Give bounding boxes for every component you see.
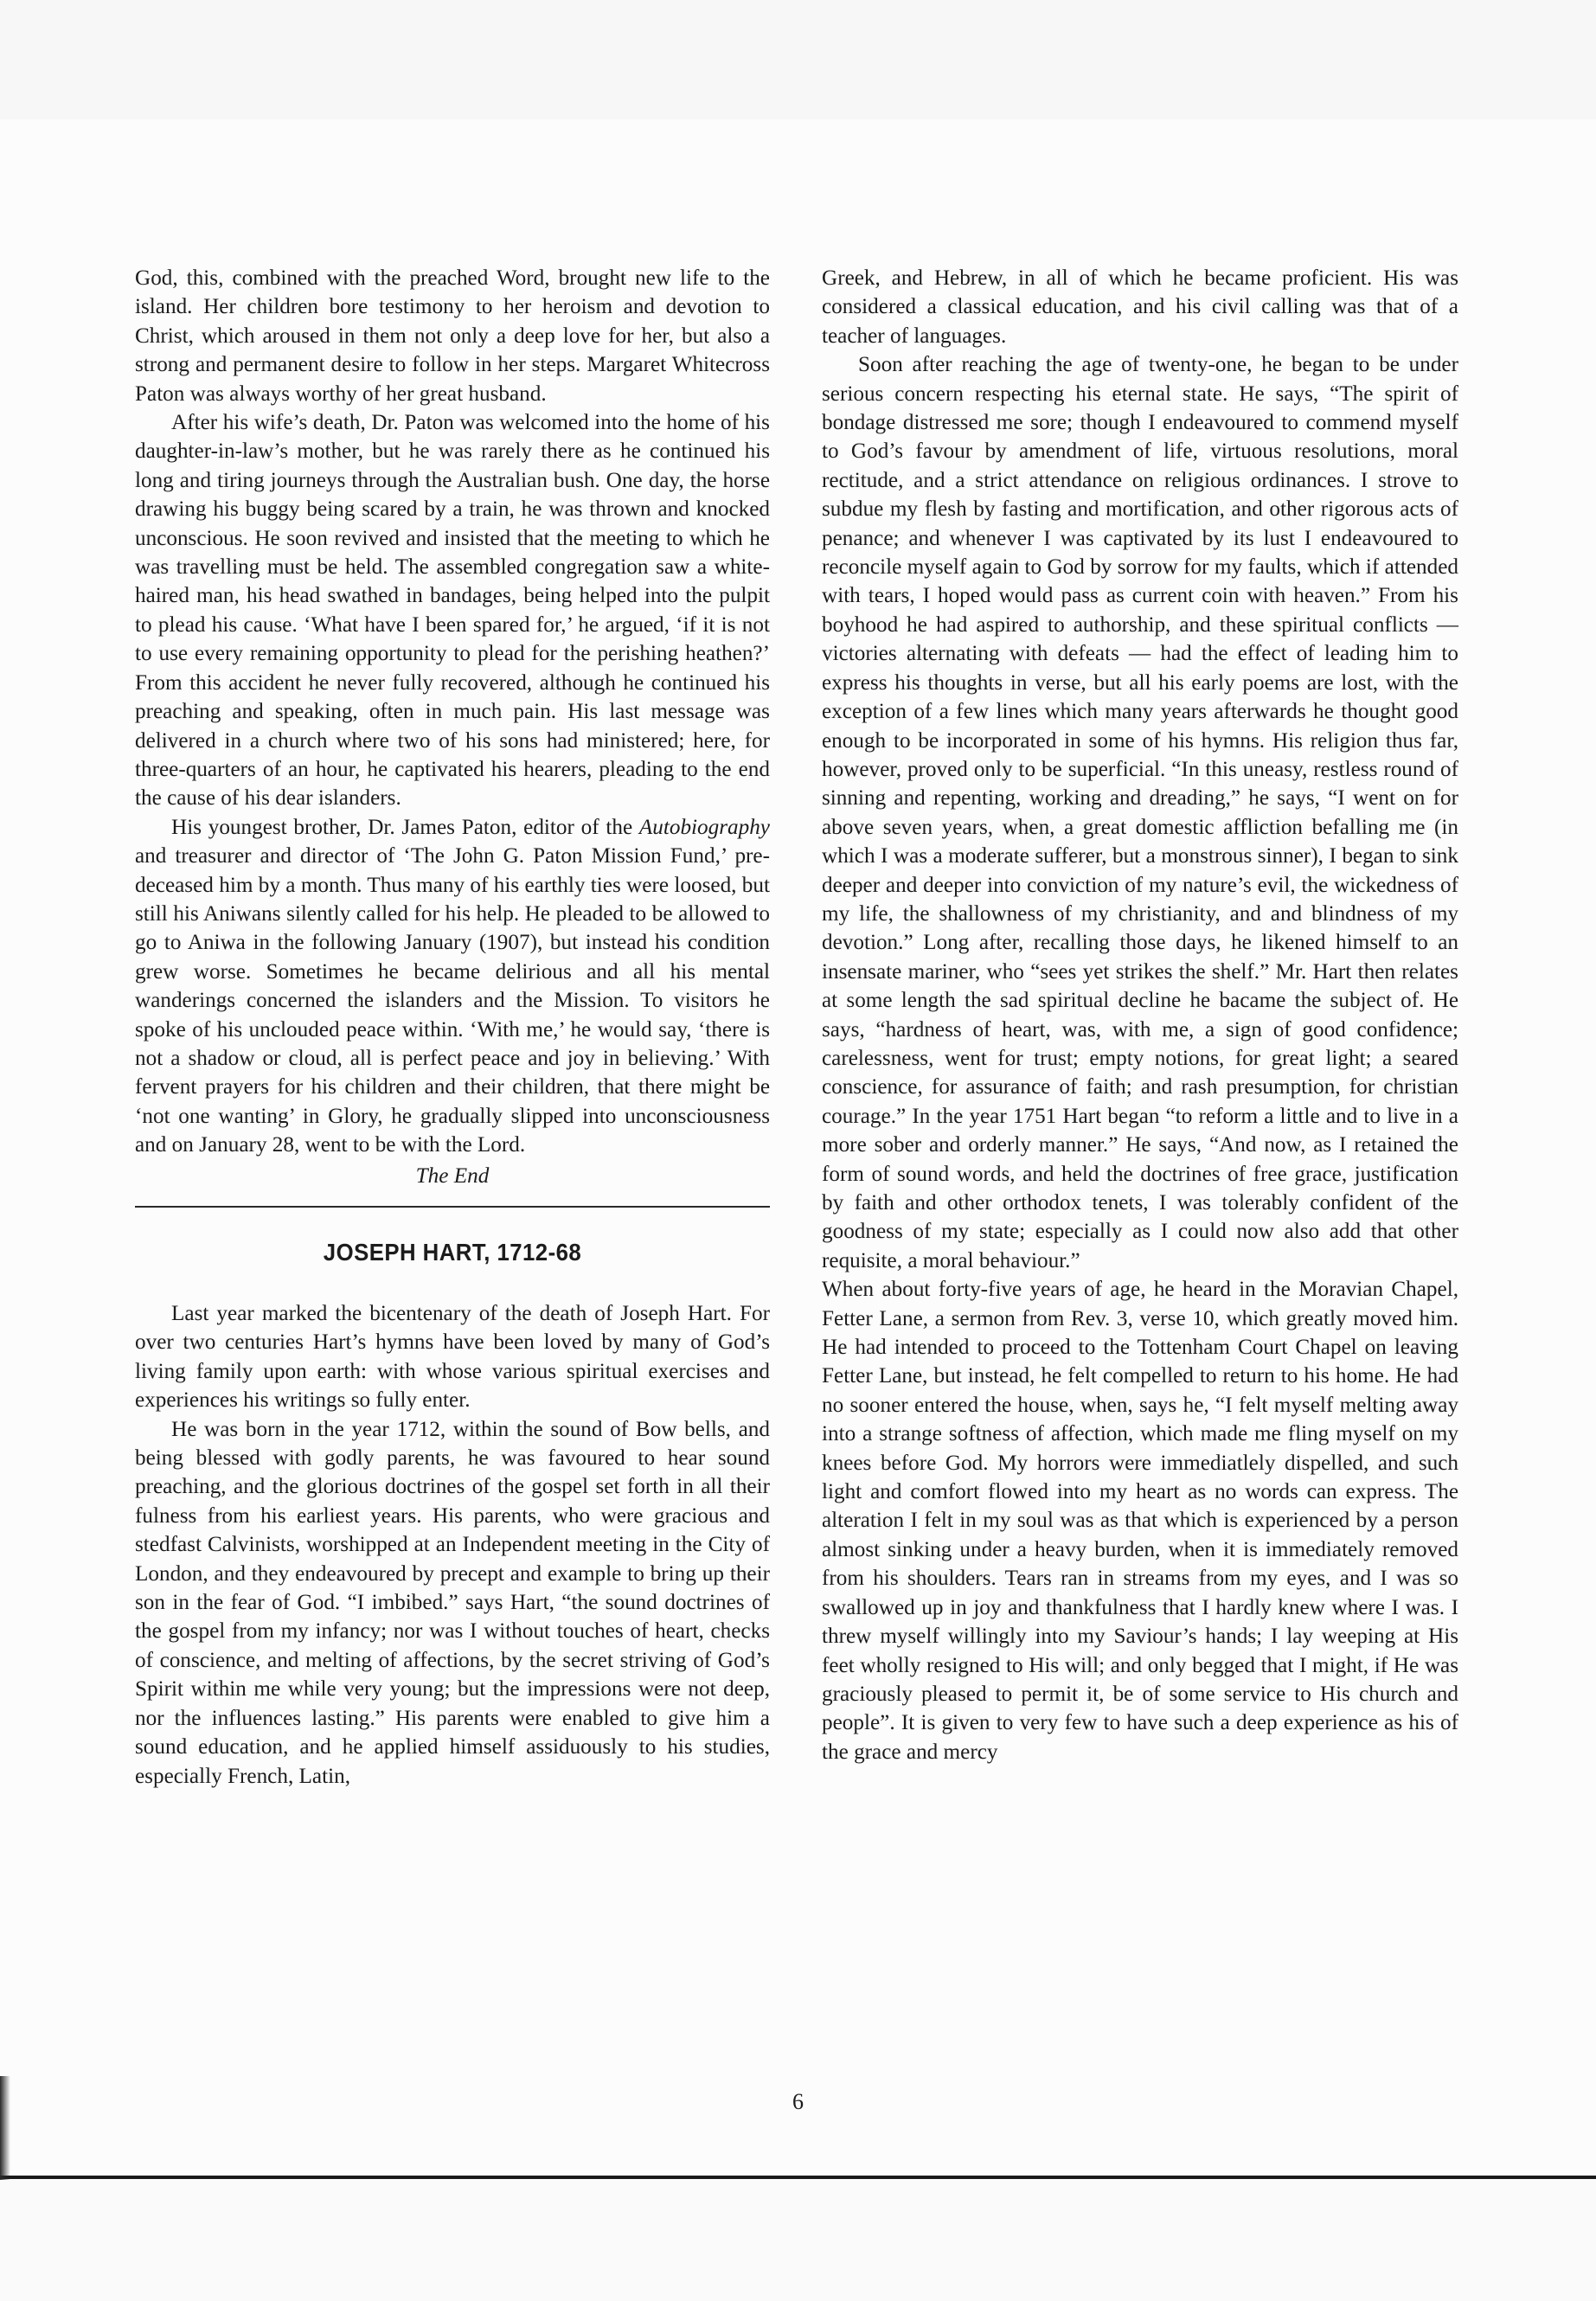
article-heading: JOSEPH HART, 1712-68 xyxy=(323,1239,582,1266)
scan-margin-top xyxy=(0,0,1596,119)
paragraph-education: Greek, and Hebrew, in all of which he became proficient. His was considered a classical education, and his civil calling was that of a teacher of languages. xyxy=(822,266,1458,348)
paragraph-bicentenary: Last year marked the bicentenary of the death of Joseph Hart. For over two centuries Hart’s hymns have been loved by many of God’s living family upon earth: with whose various spiritual exercises and experiences his writings so fully enter. xyxy=(135,1302,770,1413)
paragraph-concern: Soon after reaching the age of twenty-one, he began to be under serious concern respecting his eternal state. He says, “The spirit of bondage distressed me sore; though I endeavoured to commend myself to God’s favour by amendment of life, virtuous resolutions, moral rectitude, and a strict attendance on religious ordinances. I strove to subdue my flesh by fasting and mortification, and other rigorous acts of penance; and whenever I was captivated by its lust I endeavoured to reconcile myself again to God by sorrow for my faults, which if attended with tears, I hoped would pass as current coin with heaven.” From his boyhood he had aspired to authorship, and these spiritual conflicts — victories alternating with defeats — had the effect of leading him to express his thoughts in verse, but all his early poems are lost, with the exception of a few lines which many years afterwards he thought good enough to be incorporated in some of his hymns. His religion thus far, however, proved only to be superficial. “In this uneasy, restless round of sinning and repenting, working and dreading,” he says, “I went on for above seven years, when, a great domestic affliction befalling me (in which I was a moderate sufferer, but a monstrous sinner), I began to sink deeper and deeper into conviction of my nature’s evil, the wickedness of my life, the shallowness of my christianity, and and blindness of my devotion.” Long after, recalling those days, he likened himself to an insensate mariner, who “sees yet strikes the shelf.” Mr. Hart then relates at some length the sad spiritual decline he bacame the subject of. He says, “hardness of heart, was, with me, a sign of good confidence; carelessness, went for trust; empty notions, for great light; a seared conscience, for assurance of faith; and rash presumption, for christian courage.” In the year 1751 Hart began “to reform a little and to live in a more sober and orderly manner.” He says, “And now, as I retained the form of sound words, and held the doctrines of free grace, justification by faith and other orthodox tenets, I was tolerably confident of the goodness of my state; especially as I could now also add that other requisite, a moral behaviour.” xyxy=(822,353,1458,1272)
book-title: Autobiography xyxy=(638,815,770,839)
page-bottom-edge xyxy=(0,2176,1596,2179)
paragraph-wife-death: After his wife’s death, Dr. Paton was welcomed into the home of his daughter-in-law’s mother, but he was rarely there as he continued his long and tiring journeys through the Australian bush. One day, the horse drawing his buggy being scared by a train, he was thrown and knocked unconscious. He soon revived and insisted that the meeting to which he was travelling must be held. The assembled congregation saw a white-haired man, his head swathed in bandages, being helped into the pulpit to plead his cause. ‘What have I been spared for,’ he argued, ‘if it is not to use every remaining opportunity to plead for the perishing heathen?’ From this accident he never fully recovered, although he continued his preaching and speaking, often in much pain. His last message was delivered in a church where two of his sons had ministered; here, for three-quarters of an hour, he captivated his hearers, pleading to the end the cause of his dear islanders. xyxy=(135,411,770,811)
left-column xyxy=(135,264,770,1791)
text-segment: and treasurer and director of ‘The John G. Paton Mission Fund,’ pre-deceased him by a month. Thus many of his earthly ties were loosed, but still his Aniwans silently called for his help. He pleaded to be allowed to go to Aniwa in the following January (1907), but instead his condition grew worse. Sometimes he became delirious and all his mental wanderings concerned the islanders and the Mission. To visitors he spoke of his unclouded peace within. ‘With me,’ he would say, ‘there is not a shadow or cloud, all is perfect peace and joy in believing.’ With fervent prayers for his children and their children, that there might be ‘not one wanting’ in Glory, he gradually slipped into unconsciousness and on January 28, went to be with the Lord. xyxy=(135,844,770,1157)
scan-margin-bottom xyxy=(0,2179,1596,2301)
paragraph-youngest-brother xyxy=(135,813,770,1160)
paragraph-conversion: When about forty-five years of age, he heard in the Moravian Chapel, Fetter Lane, a sermon from Rev. 3, verse 10, which greatly moved him. He had intended to proceed to the Tottenham Court Chapel on leaving Fetter Lane, but instead, he felt compelled to return to his home. He had no sooner entered the house, when, says he, “I felt myself melting away into a strange softness of affection, which made me fling myself on my knees before God. My horrors were immediatlely dispelled, and such light and comfort flowed into my heart as no words can express. The alteration I felt in my soul was as that which is experienced by a person almost sinking under a heavy burden, when it is immediately removed from his shoulders. Tears ran in streams from my eyes, and I was so swallowed up in joy and thankfulness that I hardly knew where I was. I threw myself willingly into my Saviour’s hands; I lay weeping at His feet wholly resigned to His will; and only begged that I might, if He was graciously pleased to permit it, be of some service to His church and people”. It is given to very few to have such a deep experience as his of the grace and mercy xyxy=(822,1278,1458,1764)
right-column xyxy=(822,264,1458,1766)
text-segment: His youngest brother, Dr. James Paton, editor of the xyxy=(171,815,639,839)
section-divider xyxy=(135,1206,770,1208)
paragraph-continuation: God, this, combined with the preached Word, brought new life to the island. Her children bore testimony to her heroism and devotion to Christ, which aroused in them not only a deep love for her, but also a strong and permanent desire to follow in her steps. Margaret Whitecross Paton was always worthy of her great husband. xyxy=(135,266,770,406)
paragraph-birth: He was born in the year 1712, within the sound of Bow bells, and being blessed with godly parents, he was favoured to hear sound preaching, and the glorious doctrines of the gospel set forth in all their fulness from his earliest years. His parents, who were gracious and stedfast Calvinists, worshipped at an Independent meeting in the City of London, and they endeavoured by precept and example to bring up their son in the fear of God. “I imbibed.” says Hart, “the sound doctrines of the gospel from my infancy; nor was I without touches of heart, checks of conscience, and melting of affections, by the secret striving of God’s Spirit within me while very young; but the impressions were not deep, nor the influences lasting.” His parents were enabled to give him a sound education, and he applied himself assiduously to his studies, especially French, Latin, xyxy=(135,1417,770,1788)
the-end-label: The End xyxy=(415,1163,490,1188)
page-number: 6 xyxy=(792,2089,804,2114)
heading-spacer xyxy=(135,1268,770,1299)
